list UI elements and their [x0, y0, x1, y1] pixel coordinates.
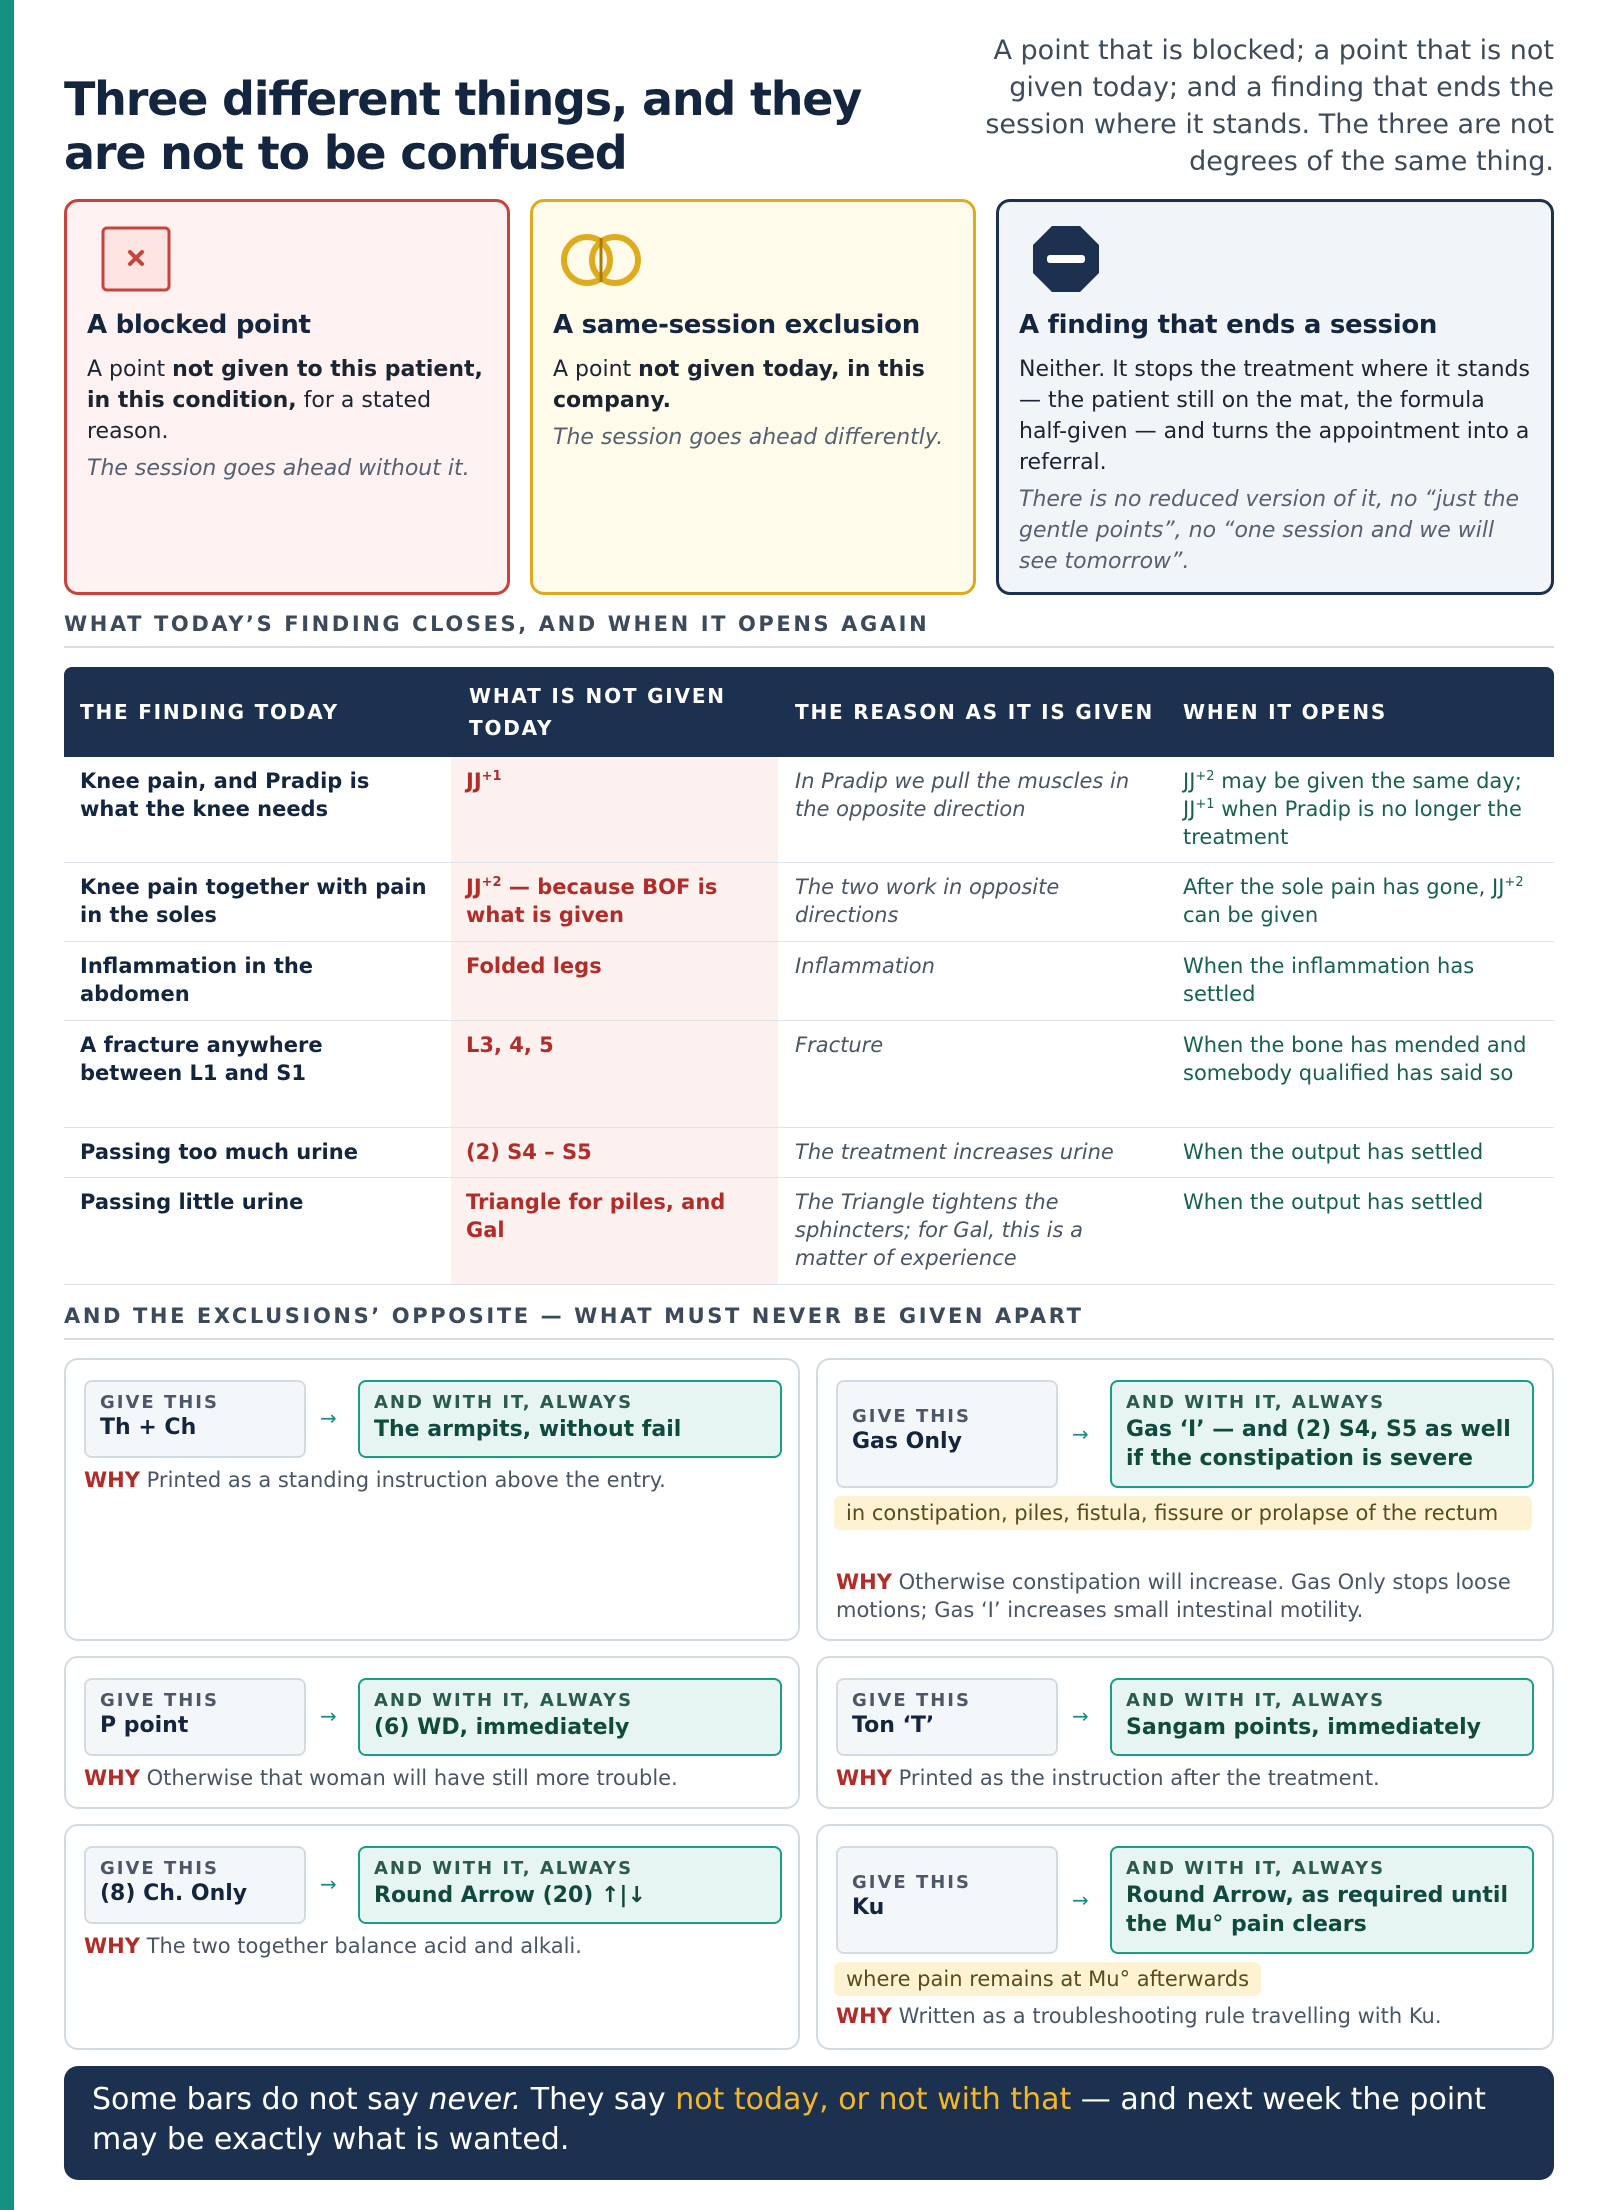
cell-opens: After the sole pain has gone, $JJ^{+2}$ can be given [1183, 875, 1524, 927]
table-row [64, 863, 1554, 942]
card-same-session-exclusion [530, 199, 976, 595]
always-box [358, 1846, 782, 1924]
cell-not-given: Folded legs [466, 954, 602, 978]
card-body-text: for a stated reason. [87, 388, 432, 444]
give-value: P point [100, 1713, 189, 1738]
pairing-card [64, 1358, 800, 1641]
always-box [1110, 1678, 1534, 1756]
column-header: WHAT IS NOT GIVEN TODAY [469, 684, 726, 740]
blocked-x-icon [101, 226, 173, 296]
column-header: THE FINDING TODAY [80, 700, 339, 724]
page-title: Three different things, and they are not to be confused [64, 72, 862, 180]
give-value: Th + Ch [100, 1415, 197, 1440]
findings-table [64, 667, 1554, 1285]
card-body [1019, 354, 1533, 577]
cell-finding: Inflammation in the abdomen [80, 954, 314, 1006]
stop-octagon-icon [1031, 224, 1101, 298]
cell-finding: Knee pain together with pain in the soles [80, 875, 427, 927]
card-note: The session goes ahead without it. [87, 456, 470, 481]
pairing-card [816, 1358, 1554, 1641]
arrow-right-icon: → [320, 1406, 337, 1430]
cell-opens: When the inflammation has settled [1183, 954, 1475, 1006]
cell-not-given: L3, 4, 5 [466, 1033, 554, 1057]
give-value: (8) Ch. Only [100, 1881, 248, 1906]
card-session-ending-finding [996, 199, 1554, 595]
give-label: GIVE THIS [100, 1392, 219, 1413]
why-note: WHY Written as a troubleshooting rule travelling with Ku. [836, 2004, 1442, 2028]
cell-reason: The Triangle tightens the sphincters; for Gal, this is a matter of experience [795, 1190, 1083, 1270]
why-note: WHY The two together balance acid and alkali. [84, 1934, 582, 1958]
cell-finding: Knee pain, and Pradip is what the knee needs [80, 769, 370, 821]
give-label: GIVE THIS [852, 1406, 971, 1427]
always-label: AND WITH IT, ALWAYS [1126, 1690, 1386, 1711]
card-body-text: A point [553, 357, 639, 382]
always-label: AND WITH IT, ALWAYS [1126, 1392, 1386, 1413]
table-row [64, 757, 1554, 863]
card-body [87, 354, 489, 484]
cell-finding: A fracture anywhere between L1 and S1 [80, 1033, 323, 1085]
card-body-emphasis: not given to this patient, in this condition, [87, 357, 483, 413]
always-box [358, 1380, 782, 1458]
section-heading-findings: WHAT TODAY’S FINDING CLOSES, AND WHEN IT OPENS AGAIN [64, 612, 1554, 648]
pairing-card [64, 1656, 800, 1809]
footer-banner [64, 2066, 1554, 2180]
cell-not-given: (2) S4 – S5 [466, 1140, 592, 1164]
cell-reason: Fracture [795, 1033, 884, 1057]
give-label: GIVE THIS [100, 1858, 219, 1879]
why-note: WHY Printed as a standing instruction above the entry. [84, 1468, 666, 1492]
column-header: WHEN IT OPENS [1183, 700, 1388, 724]
card-title: A same-session exclusion [553, 310, 920, 340]
footer-emphasis: never. [428, 2082, 522, 2117]
always-value: The armpits, without fail [374, 1417, 682, 1442]
cell-reason: Inflammation [795, 954, 935, 978]
table-row [64, 1021, 1554, 1128]
cell-finding: Passing too much urine [80, 1140, 358, 1164]
give-value: Ton ‘T’ [852, 1713, 935, 1738]
arrow-right-icon: → [1072, 1704, 1089, 1728]
cell-opens: When the bone has mended and somebody qualified has said so [1183, 1033, 1527, 1085]
always-value: Gas ‘I’ — and (2) S4, S5 as well if the constipation is severe [1126, 1417, 1511, 1471]
always-value: (6) WD, immediately [374, 1715, 630, 1740]
always-value: Round Arrow (20) ↑|↓ [374, 1883, 646, 1908]
cell-reason: The treatment increases urine [795, 1140, 1114, 1164]
card-body [553, 354, 955, 453]
pairing-card [816, 1824, 1554, 2050]
cell-opens: When the output has settled [1183, 1190, 1484, 1214]
card-body-text: Neither. It stops the treatment where it stands — the patient still on the mat, the formula half-given — and turns the appointment into a referral. [1019, 357, 1530, 475]
footer-highlight: not today, or not with that [675, 2082, 1072, 2117]
give-value: Gas Only [852, 1429, 962, 1454]
cell-not-given: $JJ^{+1}$ [466, 769, 502, 793]
table-row [64, 1128, 1554, 1178]
card-note: The session goes ahead differently. [553, 425, 944, 450]
card-body-emphasis: not given today, in this company. [553, 357, 925, 413]
cell-reason: In Pradip we pull the muscles in the opposite direction [795, 769, 1130, 821]
cell-opens: When the output has settled [1183, 1140, 1484, 1164]
comparison-cards [64, 199, 1554, 595]
cell-not-given: Triangle for piles, and Gal [466, 1190, 726, 1242]
always-label: AND WITH IT, ALWAYS [1126, 1858, 1386, 1879]
give-label: GIVE THIS [852, 1690, 971, 1711]
left-accent-bar [0, 0, 14, 2210]
give-label: GIVE THIS [852, 1872, 971, 1893]
always-box [1110, 1846, 1534, 1954]
card-note: There is no reduced version of it, no “just the gentle points”, no “one session and we will see tomorrow”. [1019, 487, 1520, 574]
interlocked-rings-icon [559, 230, 649, 294]
always-box [1110, 1380, 1534, 1488]
arrow-right-icon: → [1072, 1888, 1089, 1912]
give-box [84, 1678, 306, 1756]
footer-text: They say [521, 2082, 676, 2117]
arrow-right-icon: → [1072, 1422, 1089, 1446]
table-row [64, 942, 1554, 1021]
always-label: AND WITH IT, ALWAYS [374, 1690, 634, 1711]
table-row [64, 1178, 1554, 1285]
card-title: A finding that ends a session [1019, 310, 1438, 340]
pairing-card [64, 1824, 800, 2050]
always-label: AND WITH IT, ALWAYS [374, 1392, 634, 1413]
column-header: THE REASON AS IT IS GIVEN [795, 700, 1155, 724]
give-value: Ku [852, 1895, 885, 1920]
footer-text: — and next week the point may be exactly what is wanted. [92, 2082, 1486, 2157]
always-value: Round Arrow, as required until the Mu° pain clears [1126, 1883, 1508, 1937]
give-label: GIVE THIS [100, 1690, 219, 1711]
arrow-right-icon: → [320, 1872, 337, 1896]
page-lead: A point that is blocked; a point that is not given today; and a finding that ends the session where it stands. The three are not degrees of the same thing. [985, 35, 1554, 177]
why-note: WHY Otherwise constipation will increase. Gas Only stops loose motions; Gas ‘I’ increases small intestinal motility. [836, 1570, 1511, 1622]
cell-reason: The two work in opposite directions [795, 875, 1060, 927]
always-box [358, 1678, 782, 1756]
section-heading-pairings: AND THE EXCLUSIONS’ OPPOSITE — WHAT MUST NEVER BE GIVEN APART [64, 1304, 1554, 1340]
card-title: A blocked point [87, 310, 311, 340]
card-blocked-point [64, 199, 510, 595]
give-box [836, 1846, 1058, 1954]
condition-note: where pain remains at Mu° afterwards [834, 1962, 1261, 1996]
why-note: WHY Printed as the instruction after the treatment. [836, 1766, 1380, 1790]
condition-note: in constipation, piles, fistula, fissure or prolapse of the rectum [834, 1496, 1532, 1530]
footer-text: Some bars do not say [92, 2082, 429, 2117]
cell-opens: $JJ^{+2}$ may be given the same day; $JJ^{+1}$ when Pradip is no longer the treatment [1183, 769, 1522, 849]
why-note: WHY Otherwise that woman will have still more trouble. [84, 1766, 678, 1790]
cell-finding: Passing little urine [80, 1190, 304, 1214]
pairing-card [816, 1656, 1554, 1809]
give-box [836, 1380, 1058, 1488]
always-value: Sangam points, immediately [1126, 1715, 1481, 1740]
give-box [836, 1678, 1058, 1756]
card-body-text: A point [87, 357, 173, 382]
give-box [84, 1380, 306, 1458]
table-header [64, 667, 1554, 757]
arrow-right-icon: → [320, 1704, 337, 1728]
cell-not-given: $JJ^{+2}$ — because BOF is what is given [466, 875, 718, 927]
give-box [84, 1846, 306, 1924]
always-label: AND WITH IT, ALWAYS [374, 1858, 634, 1879]
